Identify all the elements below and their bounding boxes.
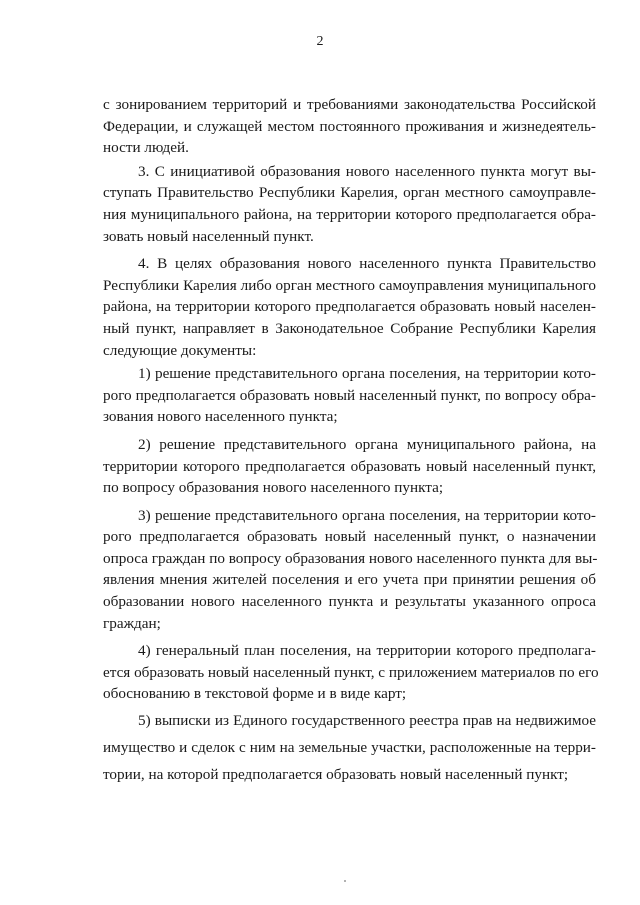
text-line: 4. В целях образования нового населенного пункта Правительство (138, 255, 596, 273)
text-line: рого предполагается образовать новый населенный пункт, о назначении (103, 528, 596, 546)
text-line: Республики Карелия либо орган местного самоуправления муниципального (103, 276, 596, 294)
text-line: Федерации, и служащей местом постоянного проживания и жизнедеятель- (103, 117, 596, 135)
text-line: района, на территории которого предполагается образовать новый населен- (103, 298, 596, 316)
text-line: 5) выписки из Единого государственного реестра прав на недвижимое (138, 712, 596, 730)
scan-artifact-dot (344, 880, 346, 882)
paragraph-item-3 (103, 161, 596, 247)
text-line: образовании нового населенного пункта и результаты указанного опроса (103, 593, 596, 611)
text-line: 4) генеральный план поселения, на территории которого предполага- (138, 642, 596, 660)
text-line: ется образовать новый населенный пункт, с приложением материалов по его (103, 663, 599, 681)
paragraph-sub-2 (103, 434, 596, 499)
text-line: следующие документы: (103, 341, 257, 359)
text-line: 1) решение представительного органа поселения, на территории кото- (138, 365, 596, 383)
paragraph-sub-5 (103, 707, 596, 788)
text-line: по вопросу образования нового населенного пункта; (103, 479, 444, 497)
text-line: ступать Правительство Республики Карелия, орган местного самоуправле- (103, 184, 596, 202)
text-line: зования нового населенного пункта; (103, 408, 338, 426)
text-line: 3) решение представительного органа поселения, на территории кото- (138, 506, 596, 524)
paragraph-sub-3 (103, 505, 596, 635)
text-line: имущество и сделок с ним на земельные участки, расположенные на терри- (103, 739, 596, 757)
paragraph-sub-4 (103, 640, 599, 705)
text-line: опроса граждан по вопросу образования нового населенного пункта для вы- (103, 549, 598, 567)
page-number: 2 (316, 34, 324, 49)
text-line: зовать новый населенный пункт. (103, 227, 314, 245)
text-line: территории которого предполагается образовать новый населенный пункт, (103, 457, 596, 475)
text-line: с зонированием территорий и требованиями законодательства Российской (103, 96, 596, 113)
text-line: ния муниципального района, на территории которого предполагается обра- (103, 205, 596, 223)
text-line: явления мнения жителей поселения и его учета при принятии решения об (103, 571, 596, 589)
text-line: ности людей. (103, 139, 189, 157)
text-line: граждан; (103, 614, 161, 632)
paragraph-item-4 (103, 253, 596, 361)
text-line: рого предполагается образовать новый населенный пункт, по вопросу обра- (103, 386, 596, 404)
paragraph-intro (103, 94, 596, 159)
text-line: 3. С инициативой образования нового населенного пункта могут вы- (138, 162, 596, 180)
text-line: тории, на которой предполагается образовать новый населенный пункт; (103, 766, 569, 784)
text-line: ный пункт, направляет в Законодательное Собрание Республики Карелия (103, 319, 596, 337)
text-line: 2) решение представительного органа муниципального района, на (138, 435, 596, 453)
paragraph-sub-1 (103, 363, 596, 428)
document-body (103, 94, 599, 789)
text-line: обоснованию в текстовой форме и в виде карт; (103, 685, 407, 703)
